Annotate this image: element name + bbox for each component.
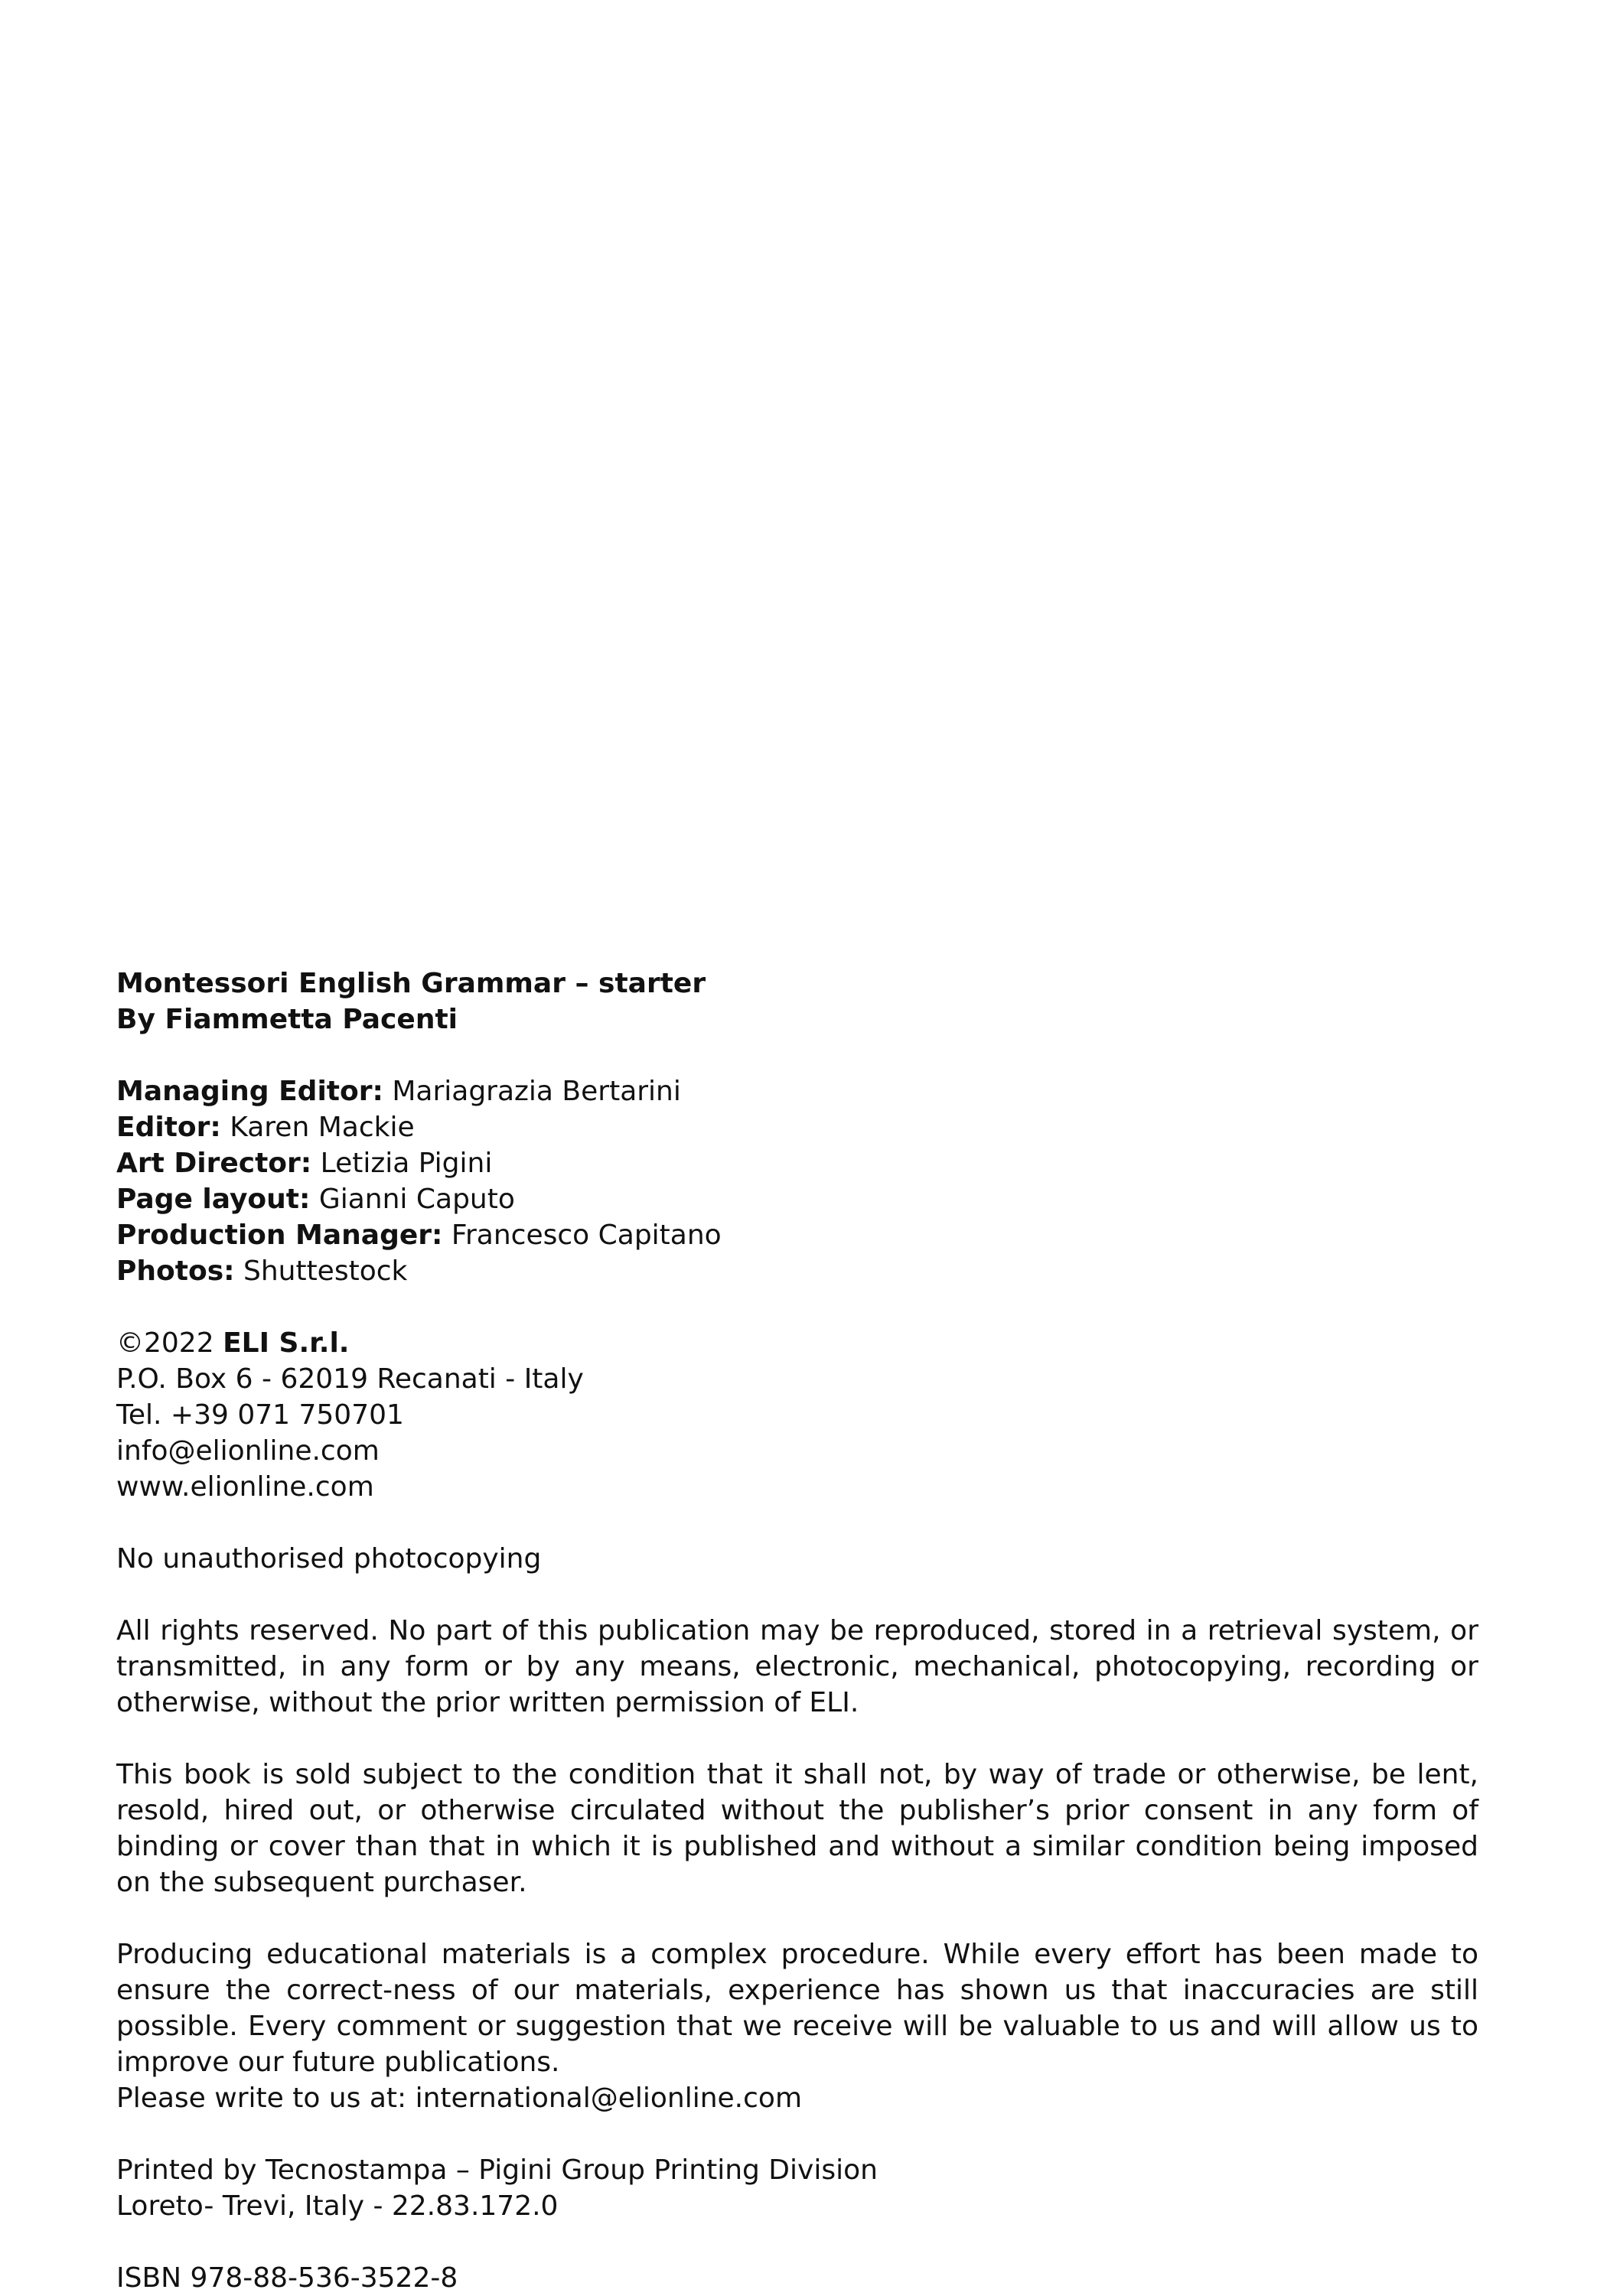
contact-line: Please write to us at: international@elionline.com bbox=[116, 2083, 803, 2114]
isbn: ISBN 978-88-536-3522-8 bbox=[116, 2262, 458, 2294]
credit-role: Production Manager: bbox=[116, 1220, 443, 1251]
rights-notice: All rights reserved. No part of this publication may be reproduced, stored in a retrieval system, or transmitted, in any form or by any means, electronic, mechanical, photocopying, recording or otherwise, without the prior written permission of ELI. bbox=[116, 1615, 1478, 1718]
sale-condition-notice: This book is sold subject to the condition that it shall not, by way of trade or otherwise, be lent, resold, hired out, or otherwise circulated without the publisher’s prior consent in any form of binding or cover than that in which it is published and without a similar condition being imposed on the subsequent purchaser. bbox=[116, 1759, 1478, 1898]
photocopy-notice: No unauthorised photocopying bbox=[116, 1543, 542, 1575]
publisher-email: info@elionline.com bbox=[116, 1435, 380, 1467]
credit-editor bbox=[116, 1109, 1478, 1145]
credit-name: Shuttestock bbox=[243, 1255, 408, 1287]
credit-name: Letizia Pigini bbox=[320, 1148, 493, 1179]
credit-role: Photos: bbox=[116, 1255, 235, 1287]
credit-role: Page layout: bbox=[116, 1184, 311, 1215]
book-author: By Fiammetta Pacenti bbox=[116, 1004, 458, 1035]
colophon bbox=[116, 966, 1478, 2296]
credit-role: Editor: bbox=[116, 1112, 221, 1143]
publisher-copyright-line bbox=[116, 1325, 1478, 1361]
credit-name: Francesco Capitano bbox=[451, 1220, 722, 1251]
credit-name: Karen Mackie bbox=[230, 1112, 415, 1143]
credit-role: Managing Editor: bbox=[116, 1076, 383, 1107]
book-title: Montessori English Grammar – starter bbox=[116, 968, 706, 999]
credit-art-director bbox=[116, 1145, 1478, 1181]
publisher-info bbox=[116, 1325, 1478, 1505]
copyright-year: ©2022 bbox=[116, 1327, 214, 1359]
credit-production-manager bbox=[116, 1217, 1478, 1253]
credit-name: Gianni Caputo bbox=[318, 1184, 515, 1215]
printer-location: Loreto- Trevi, Italy - 22.83.172.0 bbox=[116, 2190, 559, 2222]
credit-page-layout bbox=[116, 1181, 1478, 1217]
credit-photos bbox=[116, 1253, 1478, 1289]
feedback-notice: Producing educational materials is a complex procedure. While every effort has been made to ensure the correct-ness of our materials, experience has shown us that inaccuracies are still possible. Every comment or suggestion that we receive will be valuable to us and will allow us to improve our future publications. bbox=[116, 1939, 1478, 2078]
printer-line: Printed by Tecnostampa – Pigini Group Printing Division bbox=[116, 2154, 878, 2186]
credit-name: Mariagrazia Bertarini bbox=[392, 1076, 681, 1107]
printing-info bbox=[116, 2152, 1478, 2224]
credits-list bbox=[116, 1073, 1478, 1289]
publisher-name: ELI S.r.l. bbox=[223, 1327, 350, 1359]
publisher-website: www.elionline.com bbox=[116, 1471, 374, 1503]
credit-managing-editor bbox=[116, 1073, 1478, 1109]
credit-role: Art Director: bbox=[116, 1148, 312, 1179]
feedback-section bbox=[116, 1936, 1478, 2116]
book-info bbox=[116, 966, 1478, 1037]
publisher-address: P.O. Box 6 - 62019 Recanati - Italy bbox=[116, 1363, 584, 1395]
publisher-phone: Tel. +39 071 750701 bbox=[116, 1399, 404, 1431]
